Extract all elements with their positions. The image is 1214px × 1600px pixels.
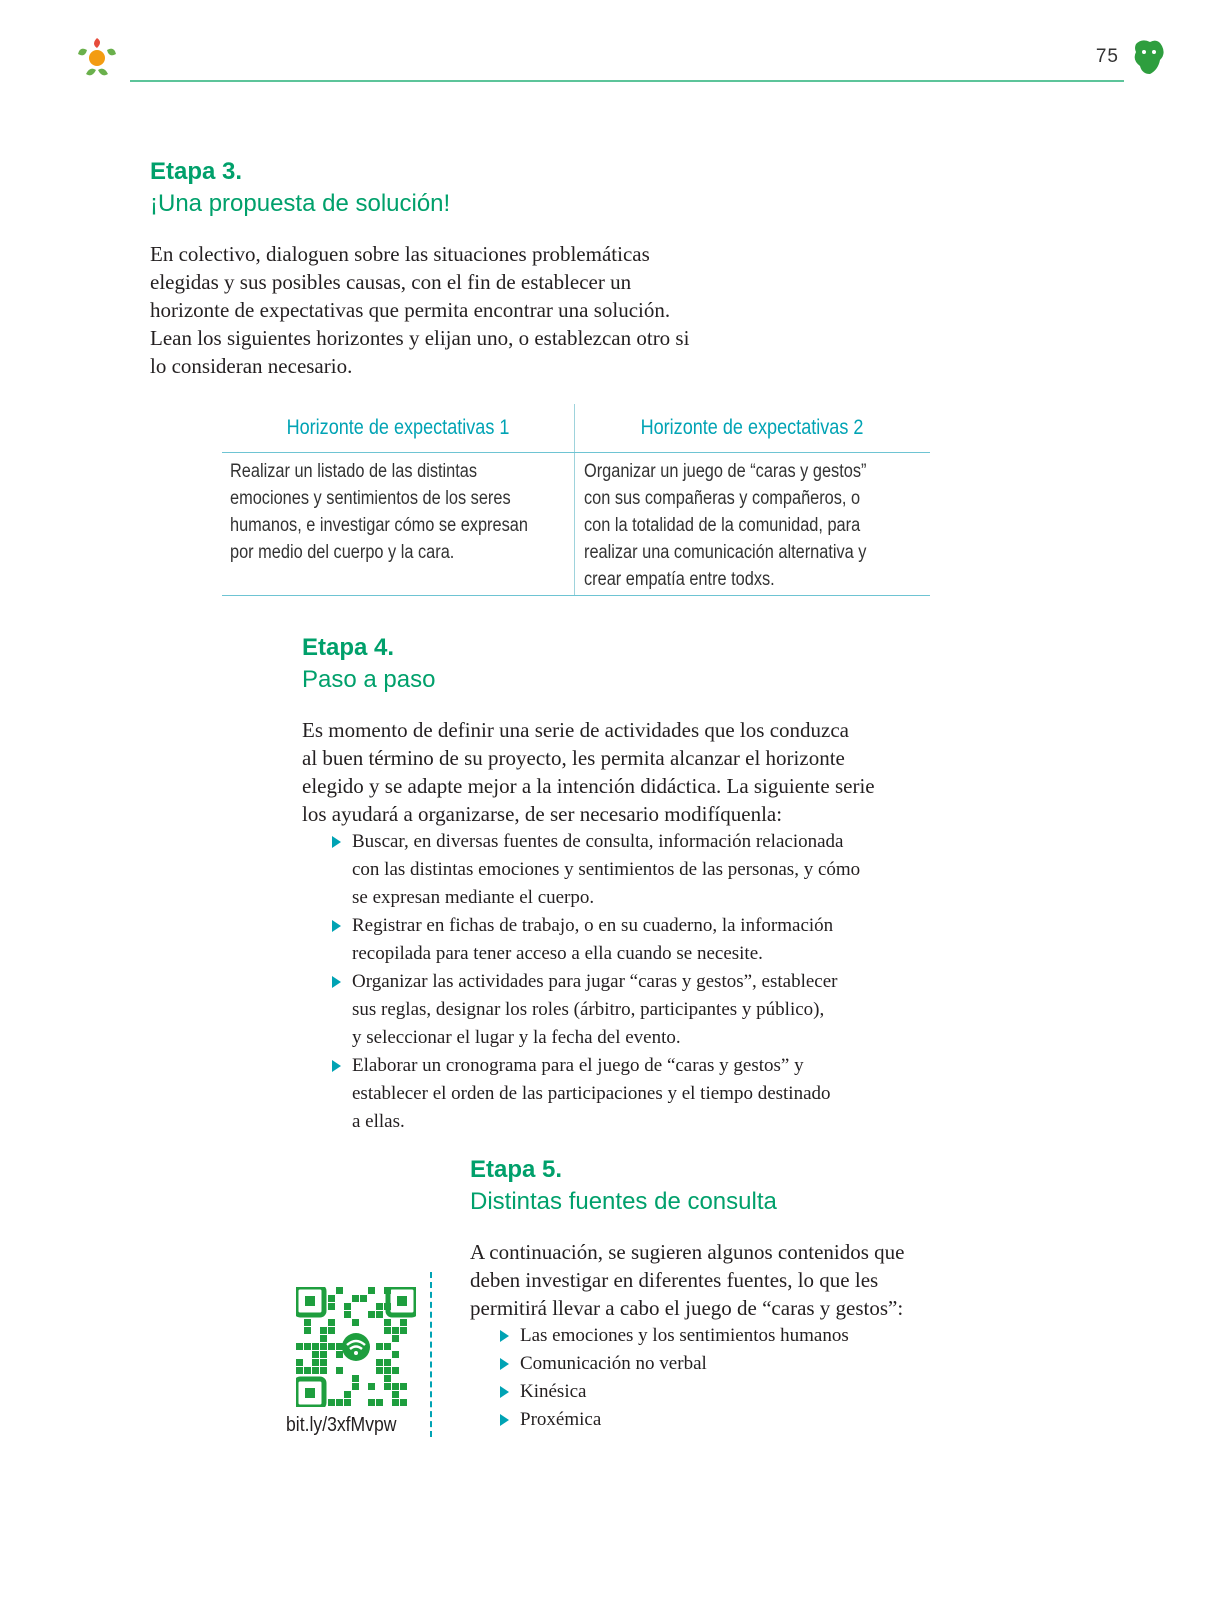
text-line: Buscar, en diversas fuentes de consulta, información relacionada	[352, 831, 844, 852]
qr-module	[304, 1319, 311, 1326]
qr-module	[296, 1367, 303, 1374]
text-line: elegido y se adapte mejor a la intención didáctica. La siguiente serie	[302, 774, 875, 798]
qr-module	[336, 1287, 343, 1294]
qr-module	[304, 1367, 311, 1374]
text-line: Realizar un listado de las distintas	[230, 461, 478, 482]
stage3-title: Etapa 3.	[150, 158, 243, 185]
qr-module	[344, 1399, 351, 1406]
qr-module	[384, 1359, 391, 1366]
text-line: emociones y sentimientos de los seres	[230, 488, 511, 509]
text-line: Organizar las actividades para jugar “caras y gestos”, establecer	[352, 971, 838, 992]
qr-module	[376, 1399, 383, 1406]
qr-module	[400, 1319, 407, 1326]
qr-module	[376, 1359, 383, 1366]
qr-module	[320, 1335, 327, 1342]
qr-module	[384, 1319, 391, 1326]
table-divider	[574, 404, 575, 596]
qr-module	[344, 1303, 351, 1310]
header-rule	[130, 80, 1124, 82]
qr-module	[304, 1327, 311, 1334]
text-line: horizonte de expectativas que permita encontrar una solución.	[150, 298, 671, 322]
column-header-1: Horizonte de expectativas 1	[286, 416, 510, 439]
qr-module	[328, 1327, 335, 1334]
qr-module	[336, 1399, 343, 1406]
list-item: Las emociones y los sentimientos humanos	[498, 1322, 970, 1350]
stage3-section	[150, 156, 770, 380]
text-line: permitirá llevar a cabo el juego de “caras y gestos”:	[470, 1296, 904, 1320]
stage4-subtitle: Paso a paso	[302, 666, 436, 693]
text-line: por medio del cuerpo y la cara.	[230, 542, 455, 563]
column-body-1	[230, 458, 526, 566]
list-item	[330, 968, 962, 1052]
stage5-title: Etapa 5.	[470, 1156, 563, 1183]
text-line: y seleccionar el lugar y la fecha del evento.	[352, 1027, 681, 1048]
list-item	[330, 828, 962, 912]
qr-module	[328, 1303, 335, 1310]
qr-module	[392, 1335, 399, 1342]
qr-module	[352, 1319, 359, 1326]
green-figure-icon	[1132, 38, 1166, 76]
qr-module	[352, 1295, 359, 1302]
text-line: realizar una comunicación alternativa y	[584, 542, 867, 563]
text-line: al buen término de su proyecto, les permita alcanzar el horizonte	[302, 746, 845, 770]
qr-module	[312, 1359, 319, 1366]
qr-module	[368, 1383, 375, 1390]
qr-module	[352, 1383, 359, 1390]
qr-module	[392, 1367, 399, 1374]
qr-module	[376, 1311, 383, 1318]
list-item	[330, 912, 962, 968]
qr-code-icon[interactable]	[296, 1287, 416, 1407]
qr-module	[368, 1287, 375, 1294]
qr-module	[392, 1399, 399, 1406]
stage5-subtitle: Distintas fuentes de consulta	[470, 1188, 777, 1215]
text-line: Es momento de definir una serie de actividades que los conduzca	[302, 718, 849, 742]
column-header-2: Horizonte de expectativas 2	[640, 416, 864, 439]
qr-divider	[430, 1272, 432, 1437]
stage4-section	[302, 632, 962, 1136]
text-line: crear empatía entre todxs.	[584, 569, 775, 590]
column-body-2	[584, 458, 880, 593]
qr-module	[352, 1375, 359, 1382]
text-line: Elaborar un cronograma para el juego de “caras y gestos” y	[352, 1055, 804, 1076]
qr-module	[368, 1311, 375, 1318]
text-line: deben investigar en diferentes fuentes, lo que les	[470, 1268, 879, 1292]
qr-module	[392, 1351, 399, 1358]
qr-module	[328, 1295, 335, 1302]
qr-module	[344, 1391, 351, 1398]
qr-module	[320, 1359, 327, 1366]
list-item: Kinésica	[498, 1378, 970, 1406]
qr-module	[376, 1303, 383, 1310]
qr-module	[312, 1351, 319, 1358]
text-line: Registrar en fichas de trabajo, o en su cuaderno, la información	[352, 915, 834, 936]
qr-module	[384, 1367, 391, 1374]
qr-module	[400, 1383, 407, 1390]
stage3-subtitle: ¡Una propuesta de solución!	[150, 190, 451, 217]
text-line: A continuación, se sugieren algunos contenidos que	[470, 1240, 905, 1264]
list-item: Proxémica	[498, 1406, 970, 1434]
qr-module	[376, 1367, 383, 1374]
list-item: Comunicación no verbal	[498, 1350, 970, 1378]
text-line: sus reglas, designar los roles (árbitro, participantes y público),	[352, 999, 825, 1020]
text-line: Lean los siguientes horizontes y elijan uno, o establezcan otro si	[150, 326, 690, 350]
flower-logo-icon	[72, 34, 122, 82]
qr-module	[344, 1311, 351, 1318]
text-line: humanos, e investigar cómo se expresan	[230, 515, 528, 536]
qr-link-text[interactable]: bit.ly/3xfMvpw	[286, 1414, 397, 1436]
text-line: elegidas y sus posibles causas, con el fin de establecer un	[150, 270, 632, 294]
text-line: a ellas.	[352, 1111, 405, 1132]
text-line: los ayudará a organizarse, de ser necesario modifíquenla:	[302, 802, 783, 826]
qr-module	[320, 1367, 327, 1374]
qr-module	[296, 1359, 303, 1366]
text-line: En colectivo, dialoguen sobre las situaciones problemáticas	[150, 242, 650, 266]
stage4-paragraph	[302, 716, 962, 828]
qr-module	[336, 1367, 343, 1374]
stage4-title: Etapa 4.	[302, 634, 395, 661]
text-line: recopilada para tener acceso a ella cuando se necesite.	[352, 943, 763, 964]
qr-module	[384, 1287, 391, 1294]
stage5-paragraph	[470, 1238, 970, 1322]
qr-module	[384, 1327, 391, 1334]
list-item	[330, 1052, 962, 1136]
qr-module	[328, 1343, 335, 1350]
qr-module	[312, 1343, 319, 1350]
qr-module	[384, 1303, 391, 1310]
qr-module	[376, 1343, 383, 1350]
text-line: Organizar un juego de “caras y gestos”	[584, 461, 867, 482]
text-line: con la totalidad de la comunidad, para	[584, 515, 861, 536]
text-line: se expresan mediante el cuerpo.	[352, 887, 595, 908]
qr-module	[368, 1399, 375, 1406]
text-line: con sus compañeras y compañeros, o	[584, 488, 861, 509]
table-header-rule	[222, 452, 930, 453]
qr-module	[384, 1375, 391, 1382]
stage5-section	[470, 1154, 970, 1434]
qr-module	[360, 1295, 367, 1302]
stage4-bullet-list	[330, 828, 962, 1136]
qr-module	[304, 1343, 311, 1350]
qr-module	[320, 1351, 327, 1358]
qr-module	[384, 1383, 391, 1390]
stage5-bullet-list	[498, 1322, 970, 1434]
qr-module	[392, 1391, 399, 1398]
text-line: establecer el orden de las participaciones y el tiempo destinado	[352, 1083, 831, 1104]
qr-module	[400, 1399, 407, 1406]
expectations-table	[222, 404, 930, 596]
qr-module	[384, 1343, 391, 1350]
qr-module	[320, 1343, 327, 1350]
qr-module	[336, 1351, 343, 1358]
qr-module	[328, 1319, 335, 1326]
qr-module	[328, 1399, 335, 1406]
qr-module	[296, 1343, 303, 1350]
qr-module	[320, 1327, 327, 1334]
text-line: lo consideran necesario.	[150, 354, 353, 378]
page-number: 75	[1095, 46, 1119, 67]
qr-module	[392, 1383, 399, 1390]
text-line: con las distintas emociones y sentimientos de las personas, y cómo	[352, 859, 861, 880]
qr-module	[312, 1367, 319, 1374]
table-bottom-rule	[222, 595, 930, 596]
qr-module	[336, 1343, 343, 1350]
qr-module	[392, 1327, 399, 1334]
stage3-paragraph	[150, 240, 770, 380]
qr-module	[400, 1327, 407, 1334]
